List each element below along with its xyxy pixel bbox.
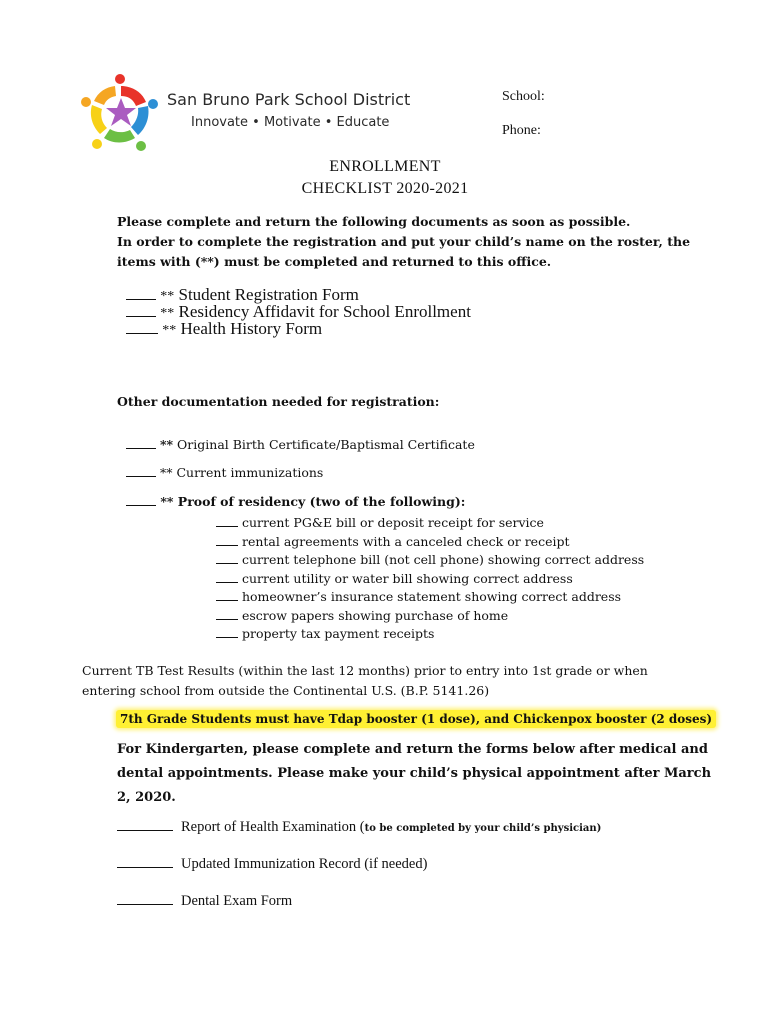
- district-tagline: Innovate • Motivate • Educate: [191, 115, 390, 130]
- intro-line: Please complete and return the following documents as soon as possible.: [117, 214, 631, 229]
- kindergarten-instructions: [117, 738, 717, 810]
- kinder-line: For Kindergarten, please complete and return the forms below after medical and: [117, 742, 708, 757]
- other-doc-label: Proof of residency (two of the following):: [177, 494, 466, 509]
- kinder-form-label: Report of Health Examination (: [181, 819, 365, 835]
- kinder-form-label: Dental Exam Form: [181, 893, 293, 909]
- kinder-line: dental appointments. Please make your child’s physical appointment after March: [117, 766, 712, 781]
- checkbox-blank[interactable]: [126, 305, 156, 317]
- checkbox-blank[interactable]: [126, 288, 156, 300]
- proof-option: current telephone bill (not cell phone) showing correct address: [216, 551, 644, 570]
- checkbox-blank[interactable]: [216, 571, 238, 583]
- intro-line: In order to complete the registration and put your child’s name on the roster, the: [117, 234, 691, 249]
- required-form-item: ** Health History Form: [126, 320, 471, 337]
- other-doc-item: ** Original Birth Certificate/Baptismal Certificate: [126, 437, 475, 452]
- intro-line: items with (**) must be completed and returned to this office.: [117, 254, 552, 269]
- tb-test-requirement: [82, 661, 722, 701]
- proof-option: escrow papers showing purchase of home: [216, 607, 644, 626]
- school-label: School:: [502, 89, 545, 104]
- page-title: ENROLLMENT: [329, 158, 441, 175]
- kinder-form-label: Updated Immunization Record (if needed): [181, 856, 428, 872]
- phone-label: Phone:: [502, 123, 541, 138]
- other-docs-heading: Other documentation needed for registration:: [117, 394, 440, 409]
- district-name: San Bruno Park School District: [167, 90, 411, 109]
- checkbox-blank[interactable]: [126, 494, 156, 506]
- checkbox-blank[interactable]: [216, 589, 238, 601]
- proof-option: current utility or water bill showing correct address: [216, 570, 644, 589]
- checkbox-blank[interactable]: [126, 322, 158, 334]
- other-doc-label: Original Birth Certificate/Baptismal Certificate: [177, 437, 475, 452]
- seventh-grade-highlight: 7th Grade Students must have Tdap booster (1 dose), and Chickenpox booster (2 doses): [116, 710, 716, 728]
- kinder-line: 2, 2020.: [117, 790, 176, 805]
- intro-instructions: [117, 212, 717, 272]
- physician-note: to be completed by your child’s physician): [364, 823, 602, 834]
- checkbox-blank[interactable]: [117, 855, 173, 868]
- checkbox-blank[interactable]: [126, 465, 156, 477]
- checkbox-blank[interactable]: [216, 552, 238, 564]
- kinder-form-item: [117, 855, 427, 873]
- proof-option: rental agreements with a canceled check or receipt: [216, 533, 644, 552]
- other-doc-item: ** Current immunizations: [126, 465, 323, 480]
- checkbox-blank[interactable]: [117, 818, 173, 831]
- checkbox-blank[interactable]: [216, 534, 238, 546]
- checkbox-blank[interactable]: [216, 515, 238, 527]
- checkbox-blank[interactable]: [117, 892, 173, 905]
- proof-option: current PG&E bill or deposit receipt for service: [216, 514, 644, 533]
- checkbox-blank[interactable]: [126, 437, 156, 449]
- proof-of-residency-options: [216, 514, 644, 644]
- checkbox-blank[interactable]: [216, 608, 238, 620]
- required-form-label: Residency Affidavit for School Enrollment: [178, 302, 471, 321]
- kinder-form-item: [117, 892, 292, 910]
- required-form-item: ** Student Registration Form: [126, 286, 471, 303]
- required-form-item: ** Residency Affidavit for School Enrollment: [126, 303, 471, 320]
- other-doc-label: Current immunizations: [176, 465, 324, 480]
- district-logo: [80, 72, 162, 154]
- proof-option: homeowner’s insurance statement showing correct address: [216, 588, 644, 607]
- tb-line: entering school from outside the Continental U.S. (B.P. 5141.26): [82, 683, 490, 698]
- other-doc-item: ** Proof of residency (two of the following):: [126, 494, 465, 509]
- required-form-label: Health History Form: [180, 319, 323, 338]
- checkbox-blank[interactable]: [216, 626, 238, 638]
- required-form-label: Student Registration Form: [178, 285, 359, 304]
- kinder-form-item: [117, 818, 601, 836]
- tb-line: Current TB Test Results (within the last 12 months) prior to entry into 1st grade or when: [82, 663, 648, 678]
- proof-option: property tax payment receipts: [216, 625, 644, 644]
- page-subtitle: CHECKLIST 2020-2021: [301, 180, 469, 197]
- required-forms-list: [126, 286, 471, 337]
